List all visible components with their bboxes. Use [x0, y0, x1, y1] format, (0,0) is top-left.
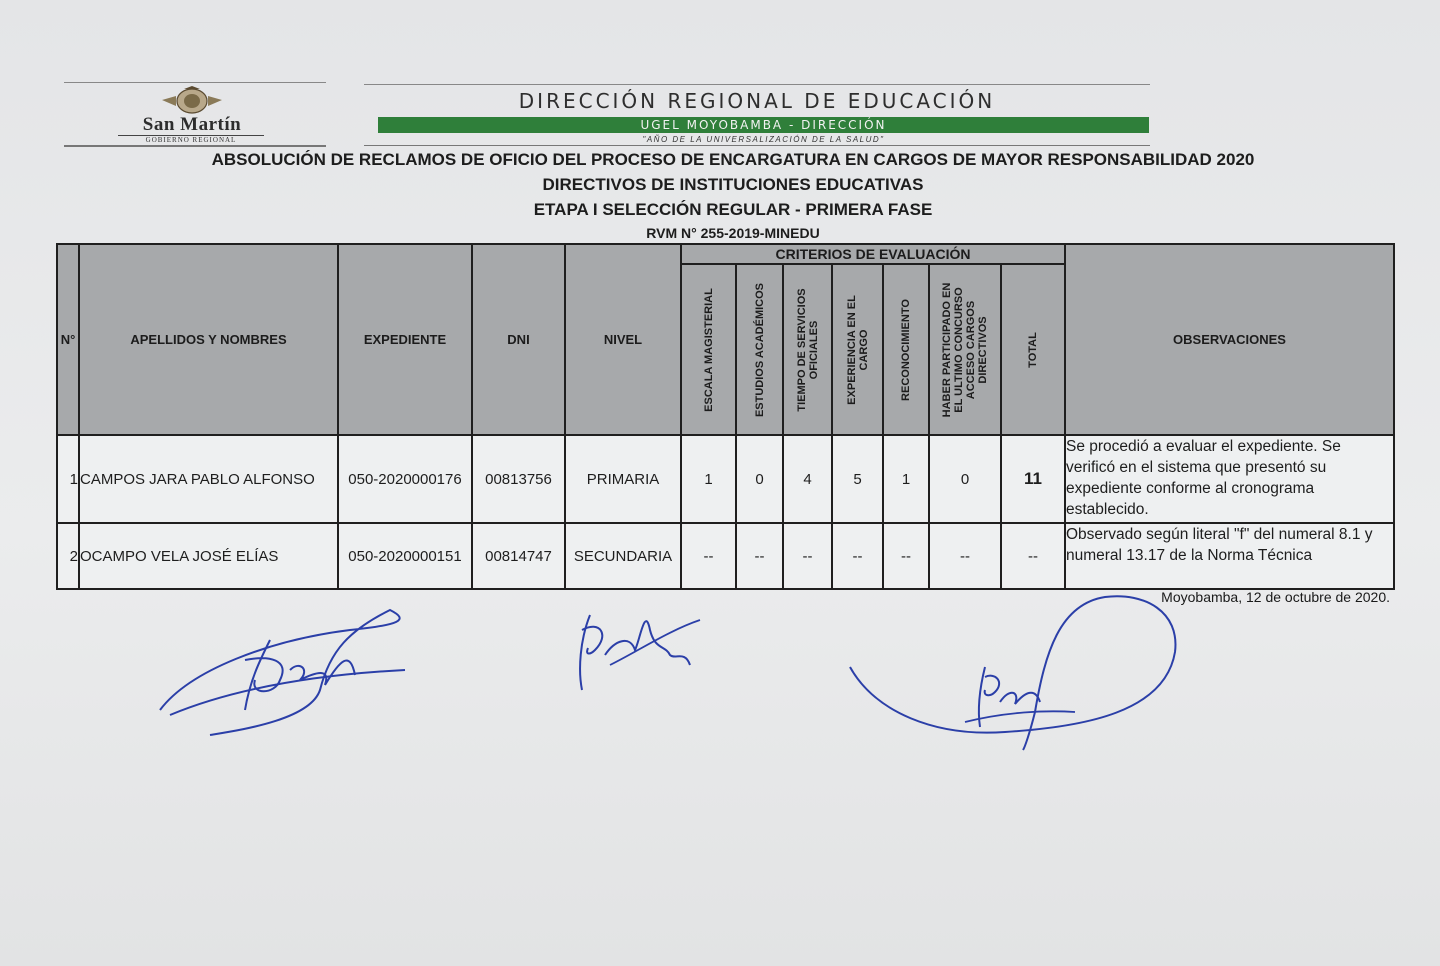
- row-score: --: [681, 523, 736, 589]
- institution-title: DIRECCIÓN REGIONAL DE EDUCACIÓN: [518, 89, 996, 113]
- col-header-criteria-group: CRITERIOS DE EVALUACIÓN: [681, 244, 1065, 264]
- logo-name: San Martín: [142, 114, 242, 135]
- table-header-row: [57, 244, 1394, 264]
- row-name: CAMPOS JARA PABLO ALFONSO: [79, 435, 338, 523]
- row-total: 11: [1001, 435, 1065, 523]
- criterion-header: [1001, 264, 1065, 435]
- logo-subtitle: GOBIERNO REGIONAL: [118, 135, 264, 144]
- coat-of-arms-icon: [156, 86, 228, 116]
- row-num: 1: [57, 435, 79, 523]
- criterion-header: [736, 264, 783, 435]
- row-expediente: 050-2020000151: [338, 523, 472, 589]
- row-score: --: [736, 523, 783, 589]
- row-score: --: [883, 523, 929, 589]
- logo-bottom-rule: [64, 145, 326, 147]
- header-top-rule: [364, 84, 1150, 85]
- criterion-header: [681, 264, 736, 435]
- row-score: --: [783, 523, 832, 589]
- row-score: 4: [783, 435, 832, 523]
- criterion-label: ESCALA MAGISTERIAL: [702, 287, 715, 412]
- table-row: [57, 435, 1394, 523]
- row-nivel: SECUNDARIA: [565, 523, 681, 589]
- logo-top-rule: [64, 82, 326, 83]
- document-resolution: RVM N° 255-2019-MINEDU: [646, 225, 820, 241]
- col-header-nivel: NIVEL: [565, 244, 681, 435]
- criterion-label: EXPERIENCIA EN EL CARGO: [845, 294, 870, 405]
- header-bottom-rule: [364, 145, 1150, 146]
- table-row: [57, 523, 1394, 589]
- col-header-expediente: EXPEDIENTE: [338, 244, 472, 435]
- col-header-num: N°: [57, 244, 79, 435]
- criterion-header: [783, 264, 832, 435]
- row-score: 1: [883, 435, 929, 523]
- row-score: 1: [681, 435, 736, 523]
- row-score: 0: [929, 435, 1001, 523]
- document-stage: ETAPA I SELECCIÓN REGULAR - PRIMERA FASE: [533, 200, 933, 219]
- document-subtitle: DIRECTIVOS DE INSTITUCIONES EDUCATIVAS: [542, 175, 924, 194]
- year-motto: "AÑO DE LA UNIVERSALIZACIÓN DE LA SALUD": [642, 135, 885, 144]
- criterion-header: [929, 264, 1001, 435]
- row-num: 2: [57, 523, 79, 589]
- date-line: Moyobamba, 12 de octubre de 2020.: [1161, 589, 1390, 605]
- criterion-header: [832, 264, 883, 435]
- signature-1: [150, 600, 420, 740]
- signature-2: [570, 600, 710, 695]
- criterion-label: RECONOCIMIENTO: [900, 298, 912, 401]
- criterion-label: TOTAL: [1027, 331, 1039, 368]
- evaluation-table: [56, 243, 1395, 590]
- criterion-label: ESTUDIOS ACADÉMICOS: [753, 282, 766, 417]
- criterion-header: [883, 264, 929, 435]
- row-nivel: PRIMARIA: [565, 435, 681, 523]
- row-observacion: Se procedió a evaluar el expediente. Se verificó en el sistema que presentó su expediente conforme al cronograma establecido.: [1065, 435, 1394, 523]
- row-total: --: [1001, 523, 1065, 589]
- row-score: --: [832, 523, 883, 589]
- criterion-label: HABER PARTICIPADO EN EL ULTIMO CONCURSO ACCESO CARGOS DIRECTIVOS: [941, 282, 989, 417]
- row-score: --: [929, 523, 1001, 589]
- row-expediente: 050-2020000176: [338, 435, 472, 523]
- row-dni: 00813756: [472, 435, 565, 523]
- row-observacion: Observado según literal "f" del numeral 8.1 y numeral 13.17 de la Norma Técnica: [1065, 523, 1394, 589]
- col-header-observaciones: OBSERVACIONES: [1065, 244, 1394, 435]
- document-title: ABSOLUCIÓN DE RECLAMOS DE OFICIO DEL PROCESO DE ENCARGATURA EN CARGOS DE MAYOR RESPONSABILIDAD 2020: [211, 150, 1255, 169]
- row-name: OCAMPO VELA JOSÉ ELÍAS: [79, 523, 338, 589]
- row-dni: 00814747: [472, 523, 565, 589]
- ugel-banner: UGEL MOYOBAMBA - DIRECCIÓN: [378, 117, 1149, 133]
- row-score: 0: [736, 435, 783, 523]
- signature-3: [845, 592, 1185, 752]
- criterion-label: TIEMPO DE SERVICIOS OFICIALES: [795, 287, 820, 412]
- col-header-name: APELLIDOS Y NOMBRES: [79, 244, 338, 435]
- col-header-dni: DNI: [472, 244, 565, 435]
- row-score: 5: [832, 435, 883, 523]
